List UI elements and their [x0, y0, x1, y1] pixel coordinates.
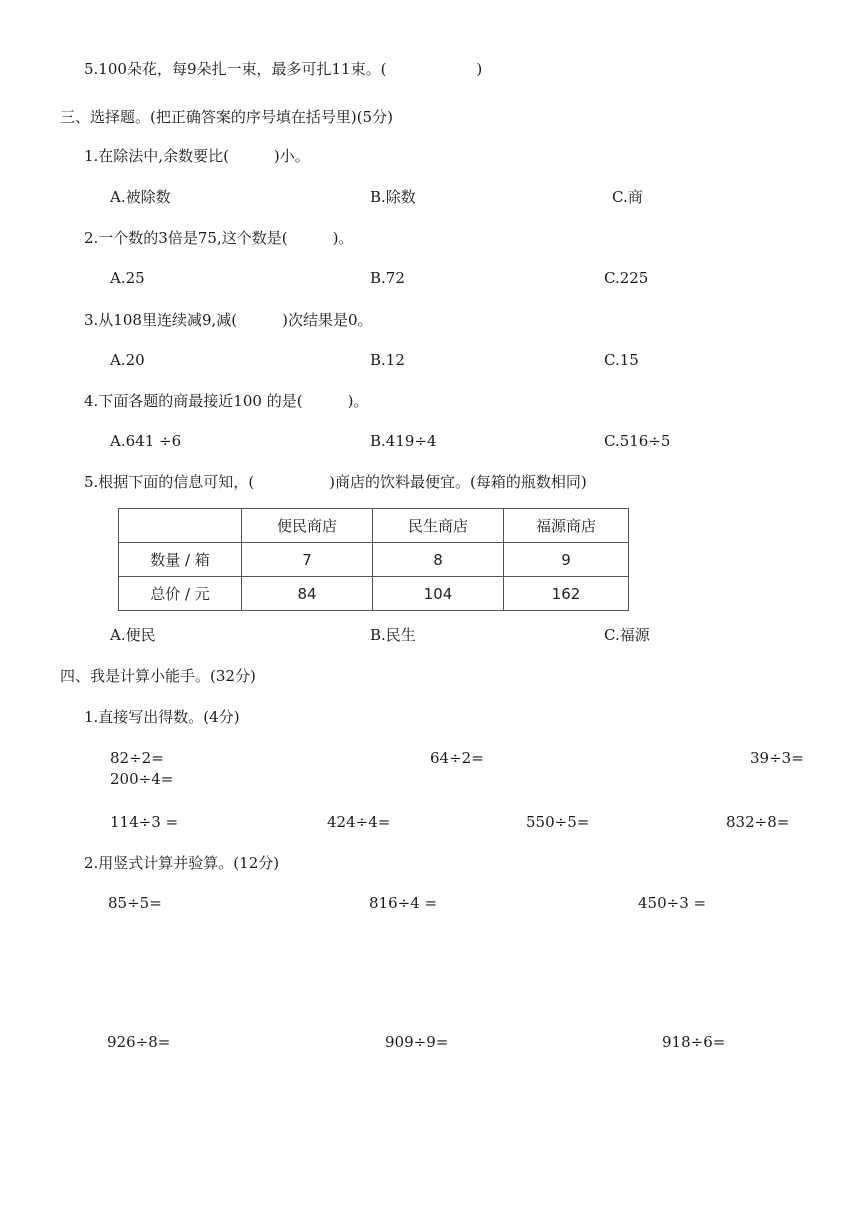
section-3-heading: 三、选择题。(把正确答案的序号填在括号里)(5分)	[60, 108, 393, 126]
vertical-calc-item: 926÷8=	[107, 1033, 171, 1051]
option-a: A.便民	[110, 626, 156, 644]
option-a: A.641 ÷6	[110, 432, 182, 450]
choice-question-5: 5.根据下面的信息可知，( )商店的饮料最便宜。(每箱的瓶数相同)	[84, 473, 587, 491]
vertical-calc-item: 909÷9=	[385, 1033, 449, 1051]
oral-calc-item: 424÷4=	[327, 813, 391, 831]
table-row	[119, 577, 629, 611]
table-cell: 104	[373, 577, 504, 611]
choice-question-4: 4.下面各题的商最接近100 的是( )。	[84, 392, 369, 410]
vertical-calc-item: 816÷4 =	[369, 894, 438, 912]
part-1-title: 1.直接写出得数。(4分)	[84, 708, 240, 726]
price-table	[118, 508, 629, 611]
table-header-cell	[119, 509, 242, 543]
vertical-calc-item: 85÷5=	[108, 894, 162, 912]
table-cell: 数量 / 箱	[119, 543, 242, 577]
option-c: C.福源	[604, 626, 650, 644]
vertical-calc-item: 918÷6=	[662, 1033, 726, 1051]
option-c: C.15	[604, 351, 639, 369]
question-5-text: 5.100朵花，每9朵扎一束，最多可扎11束。( )	[84, 60, 483, 78]
table-cell: 7	[242, 543, 373, 577]
table-cell: 84	[242, 577, 373, 611]
option-b: B.12	[370, 351, 405, 369]
table-row	[119, 543, 629, 577]
part-2-title: 2.用竖式计算并验算。(12分)	[84, 854, 280, 872]
table-cell: 总价 / 元	[119, 577, 242, 611]
table-header-row	[119, 509, 629, 543]
option-c: C.商	[612, 188, 643, 206]
choice-question-1: 1.在除法中,余数要比( )小。	[84, 147, 310, 165]
choice-question-3: 3.从108里连续减9,减( )次结果是0。	[84, 311, 373, 329]
oral-calc-item: 832÷8=	[726, 813, 790, 831]
oral-calc-item: 550÷5=	[526, 813, 590, 831]
option-b: B.72	[370, 269, 405, 287]
table-cell: 9	[504, 543, 629, 577]
choice-question-2: 2.一个数的3倍是75,这个数是( )。	[84, 229, 354, 247]
oral-calc-item: 64÷2=	[430, 749, 484, 767]
option-c: C.516÷5	[604, 432, 671, 450]
table-cell: 162	[504, 577, 629, 611]
table-header-cell: 福源商店	[504, 509, 629, 543]
oral-calc-item: 39÷3=	[750, 749, 804, 767]
table-header-cell: 民生商店	[373, 509, 504, 543]
option-b: B.419÷4	[370, 432, 437, 450]
option-a: A.25	[110, 269, 145, 287]
option-b: B.民生	[370, 626, 416, 644]
section-4-heading: 四、我是计算小能手。(32分)	[60, 667, 256, 685]
table-header-cell: 便民商店	[242, 509, 373, 543]
option-a: A.被除数	[110, 188, 171, 206]
oral-calc-item: 82÷2=	[110, 749, 164, 767]
oral-calc-item: 114÷3 =	[110, 813, 179, 831]
option-b: B.除数	[370, 188, 416, 206]
option-c: C.225	[604, 269, 649, 287]
table-cell: 8	[373, 543, 504, 577]
option-a: A.20	[110, 351, 145, 369]
vertical-calc-item: 450÷3 =	[638, 894, 707, 912]
oral-calc-item: 200÷4=	[110, 770, 174, 788]
